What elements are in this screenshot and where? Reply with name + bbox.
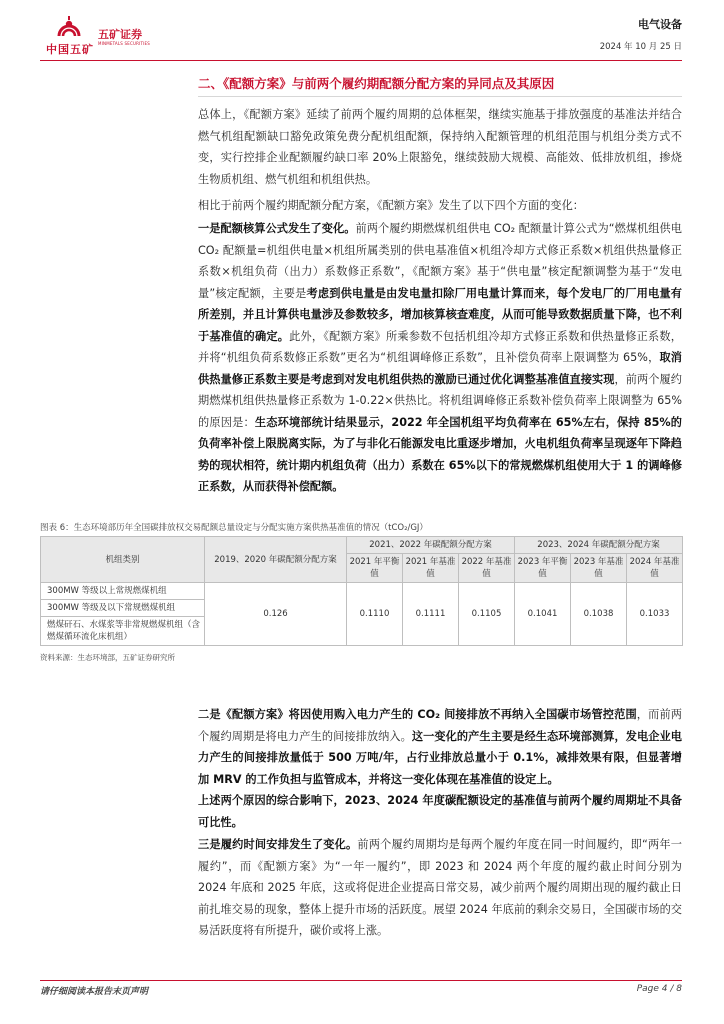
- page-number: Page 4 / 8: [636, 984, 682, 994]
- value-cell: 0.1033: [627, 583, 683, 646]
- header-meta: [600, 16, 682, 52]
- footer-disclaimer: 请仔细阅读本报告末页声明: [40, 987, 149, 997]
- bold-run: 这一变化的产生主要是经生态环境部测算，发电企业电力产生的间接排放量低于 500 万吨/年，占行业排放总量小于 0.1%，减排效果有限，但显著增加 MRV 的工作负担与监管成本，并将这一变化体现在基准值的设定上。: [198, 729, 682, 786]
- benchmark-table: [40, 536, 683, 646]
- text-run: ，而前两个履约周期是将电力产生的间接排放纳入。: [198, 708, 682, 743]
- bold-run: 上述两个原因的综合影响下，2023、2024 年度碳配额设定的基准值与前两个履约周期址不具备可比性。: [198, 794, 682, 829]
- bold-run: 考虑到供电量是由发电量扣除厂用电量计算而来，每个发电厂的厂用电量有所差别，并且计算供电量涉及参数较多，增加核算核查难度，从而可能导致数据质量下降，也不利于基准值的确定。: [198, 286, 682, 343]
- subheader-cell: 2021 年基准值: [403, 554, 459, 583]
- header-2023-2024: 2023、2024 年碳配额分配方案: [515, 537, 683, 554]
- header-unit-type: 机组类别: [41, 537, 205, 583]
- bold-lead: 二是《配额方案》将因使用购入电力产生的 CO₂ 间接排放不再纳入全国碳市场管控范围: [198, 708, 637, 721]
- section-title: 二、《配额方案》与前两个履约期配额分配方案的异同点及其原因: [198, 76, 555, 91]
- text-run: 此外，《配额方案》所乘参数不包括机组冷却方式修正系数和供热量修正系数，并将“机组负荷系数修正系数”更名为“机组调峰修正系数”，且补偿负荷率上限调整为 65%，: [198, 329, 682, 364]
- securities-name-en: MINMETALS SECURITIES: [98, 41, 150, 46]
- bold-lead: 三是履约时间安排发生了变化。: [198, 838, 358, 851]
- row-label: 300MW 等级以上常规燃煤机组: [41, 583, 205, 600]
- paragraph-overview: [198, 104, 682, 190]
- paragraph-change-two: [198, 704, 682, 790]
- company-logo: [40, 14, 190, 58]
- paragraph-change-one: [198, 218, 682, 498]
- paragraph-change-three: [198, 834, 682, 942]
- table-header-row: [41, 537, 683, 554]
- section-title-divider: [198, 96, 682, 97]
- securities-name-cn: 五矿证券: [98, 28, 142, 41]
- subheader-cell: 2023 年平衡值: [515, 554, 571, 583]
- text-run: 前两个履约期燃煤机组供电 CO₂ 配额量计算公式为“燃煤机组供电 CO₂ 配额量=机组供电量×机组所属类别的供电基准值×机组冷却方式修正系数×机组供热量修正系数×机组负荷（出力）系数修正系数”，《配额方案》基于“供电量”核定配额调整为基于“发电量”核定配额，主要是: [198, 222, 683, 300]
- header-divider: [40, 60, 682, 61]
- bold-lead: 一是配额核算公式发生了变化。: [198, 222, 356, 235]
- row-label: 燃煤矸石、水煤浆等非常规燃煤机组（含燃煤循环流化床机组）: [41, 617, 205, 646]
- paragraph-text: [198, 218, 682, 498]
- paragraph-combined-impact: [198, 790, 682, 833]
- bold-run: 生态环境部统计结果显示，2022 年全国机组平均负荷率在 65%左右，保持 85%的负荷率补偿上限脱离实际，为了与非化石能源发电比重逐步增加，火电机组负荷率呈现逐年下降趋势的现状相符，统计期内机组负荷（出力）系数在 65%以下的常规燃煤机组使用大于 1 的调峰修正系数，从而获得补偿配额。: [198, 415, 682, 493]
- header-2019-2020: 2019、2020 年碳配额分配方案: [205, 537, 347, 583]
- subheader-cell: 2022 年基准值: [459, 554, 515, 583]
- subheader-cell: 2023 年基准值: [571, 554, 627, 583]
- paragraph-text: 总体上，《配额方案》延续了前两个履约周期的总体框架，继续实施基于排放强度的基准法并结合燃气机组配额缺口豁免政策免费分配机组配额，保持纳入配额管理的机组范围与机组分类方式不变，实行控排企业配额履约缺口率 20%上限豁免，继续鼓励大规模、高能效、低排放机组，掺烧生物质机组、燃气机组和机组供热。: [198, 108, 682, 186]
- row-label: 300MW 等级及以下常规燃煤机组: [41, 600, 205, 617]
- company-name-cn: 中国五矿: [46, 43, 94, 56]
- value-cell: 0.126: [205, 583, 347, 646]
- footer-divider: [40, 980, 682, 981]
- paragraph-text: [198, 834, 682, 942]
- value-cell: 0.1105: [459, 583, 515, 646]
- header-2021-2022: 2021、2022 年碳配额分配方案: [347, 537, 515, 554]
- subheader-cell: 2024 年基准值: [627, 554, 683, 583]
- paragraph-text: [198, 704, 682, 790]
- figure-title: 图表 6：生态环境部历年全国碳排放权交易配额总量设定与分配实施方案供热基准值的情况（tCO₂/GJ）: [40, 523, 428, 533]
- text-run: ，前两个履约期燃煤机组供热量修正系数为 1-0.22×供热比。将机组调峰修正系数补偿负荷率上限调整为 65%的原因是：: [198, 372, 682, 429]
- value-cell: 0.1111: [403, 583, 459, 646]
- page-header: [0, 0, 724, 62]
- report-date: 2024 年 10 月 25 日: [599, 42, 682, 52]
- paragraph-text: 相比于前两个履约期配额分配方案，《配额方案》发生了以下四个方面的变化：: [198, 199, 584, 212]
- text-run: 前两个履约周期均是每两个履约年度在同一时间履约，即“两年一履约”，而《配额方案》为“一年一履约”，即 2023 和 2024 两个年度的履约截止时间分别为 2024 年底和 2025 年底，这或将促进企业提高日常交易，减少前两个履约周期出现的履约截止日前扎堆交易的现象，整体上提升市场的活跃度。展望 2024 年底前的剩余交易日，全国碳市场的交易活跃度将有所提升，碳价或将上涨。: [198, 838, 682, 937]
- figure-source: 资料来源：生态环境部，五矿证券研究所: [40, 653, 175, 662]
- paragraph-intro-changes: [198, 195, 682, 217]
- value-cell: 0.1110: [347, 583, 403, 646]
- table-row: [41, 583, 683, 600]
- subheader-cell: 2021 年平衡值: [347, 554, 403, 583]
- paragraph-text: [198, 790, 682, 833]
- value-cell: 0.1038: [571, 583, 627, 646]
- figure-6: [40, 520, 682, 663]
- minmetals-emblem-icon: [56, 14, 82, 38]
- bold-run: 取消供热量修正系数主要是考虑到对发电机组供热的激励已通过优化调整基准值直接实现: [198, 351, 682, 386]
- value-cell: 0.1041: [515, 583, 571, 646]
- report-category: 电气设备: [638, 18, 682, 31]
